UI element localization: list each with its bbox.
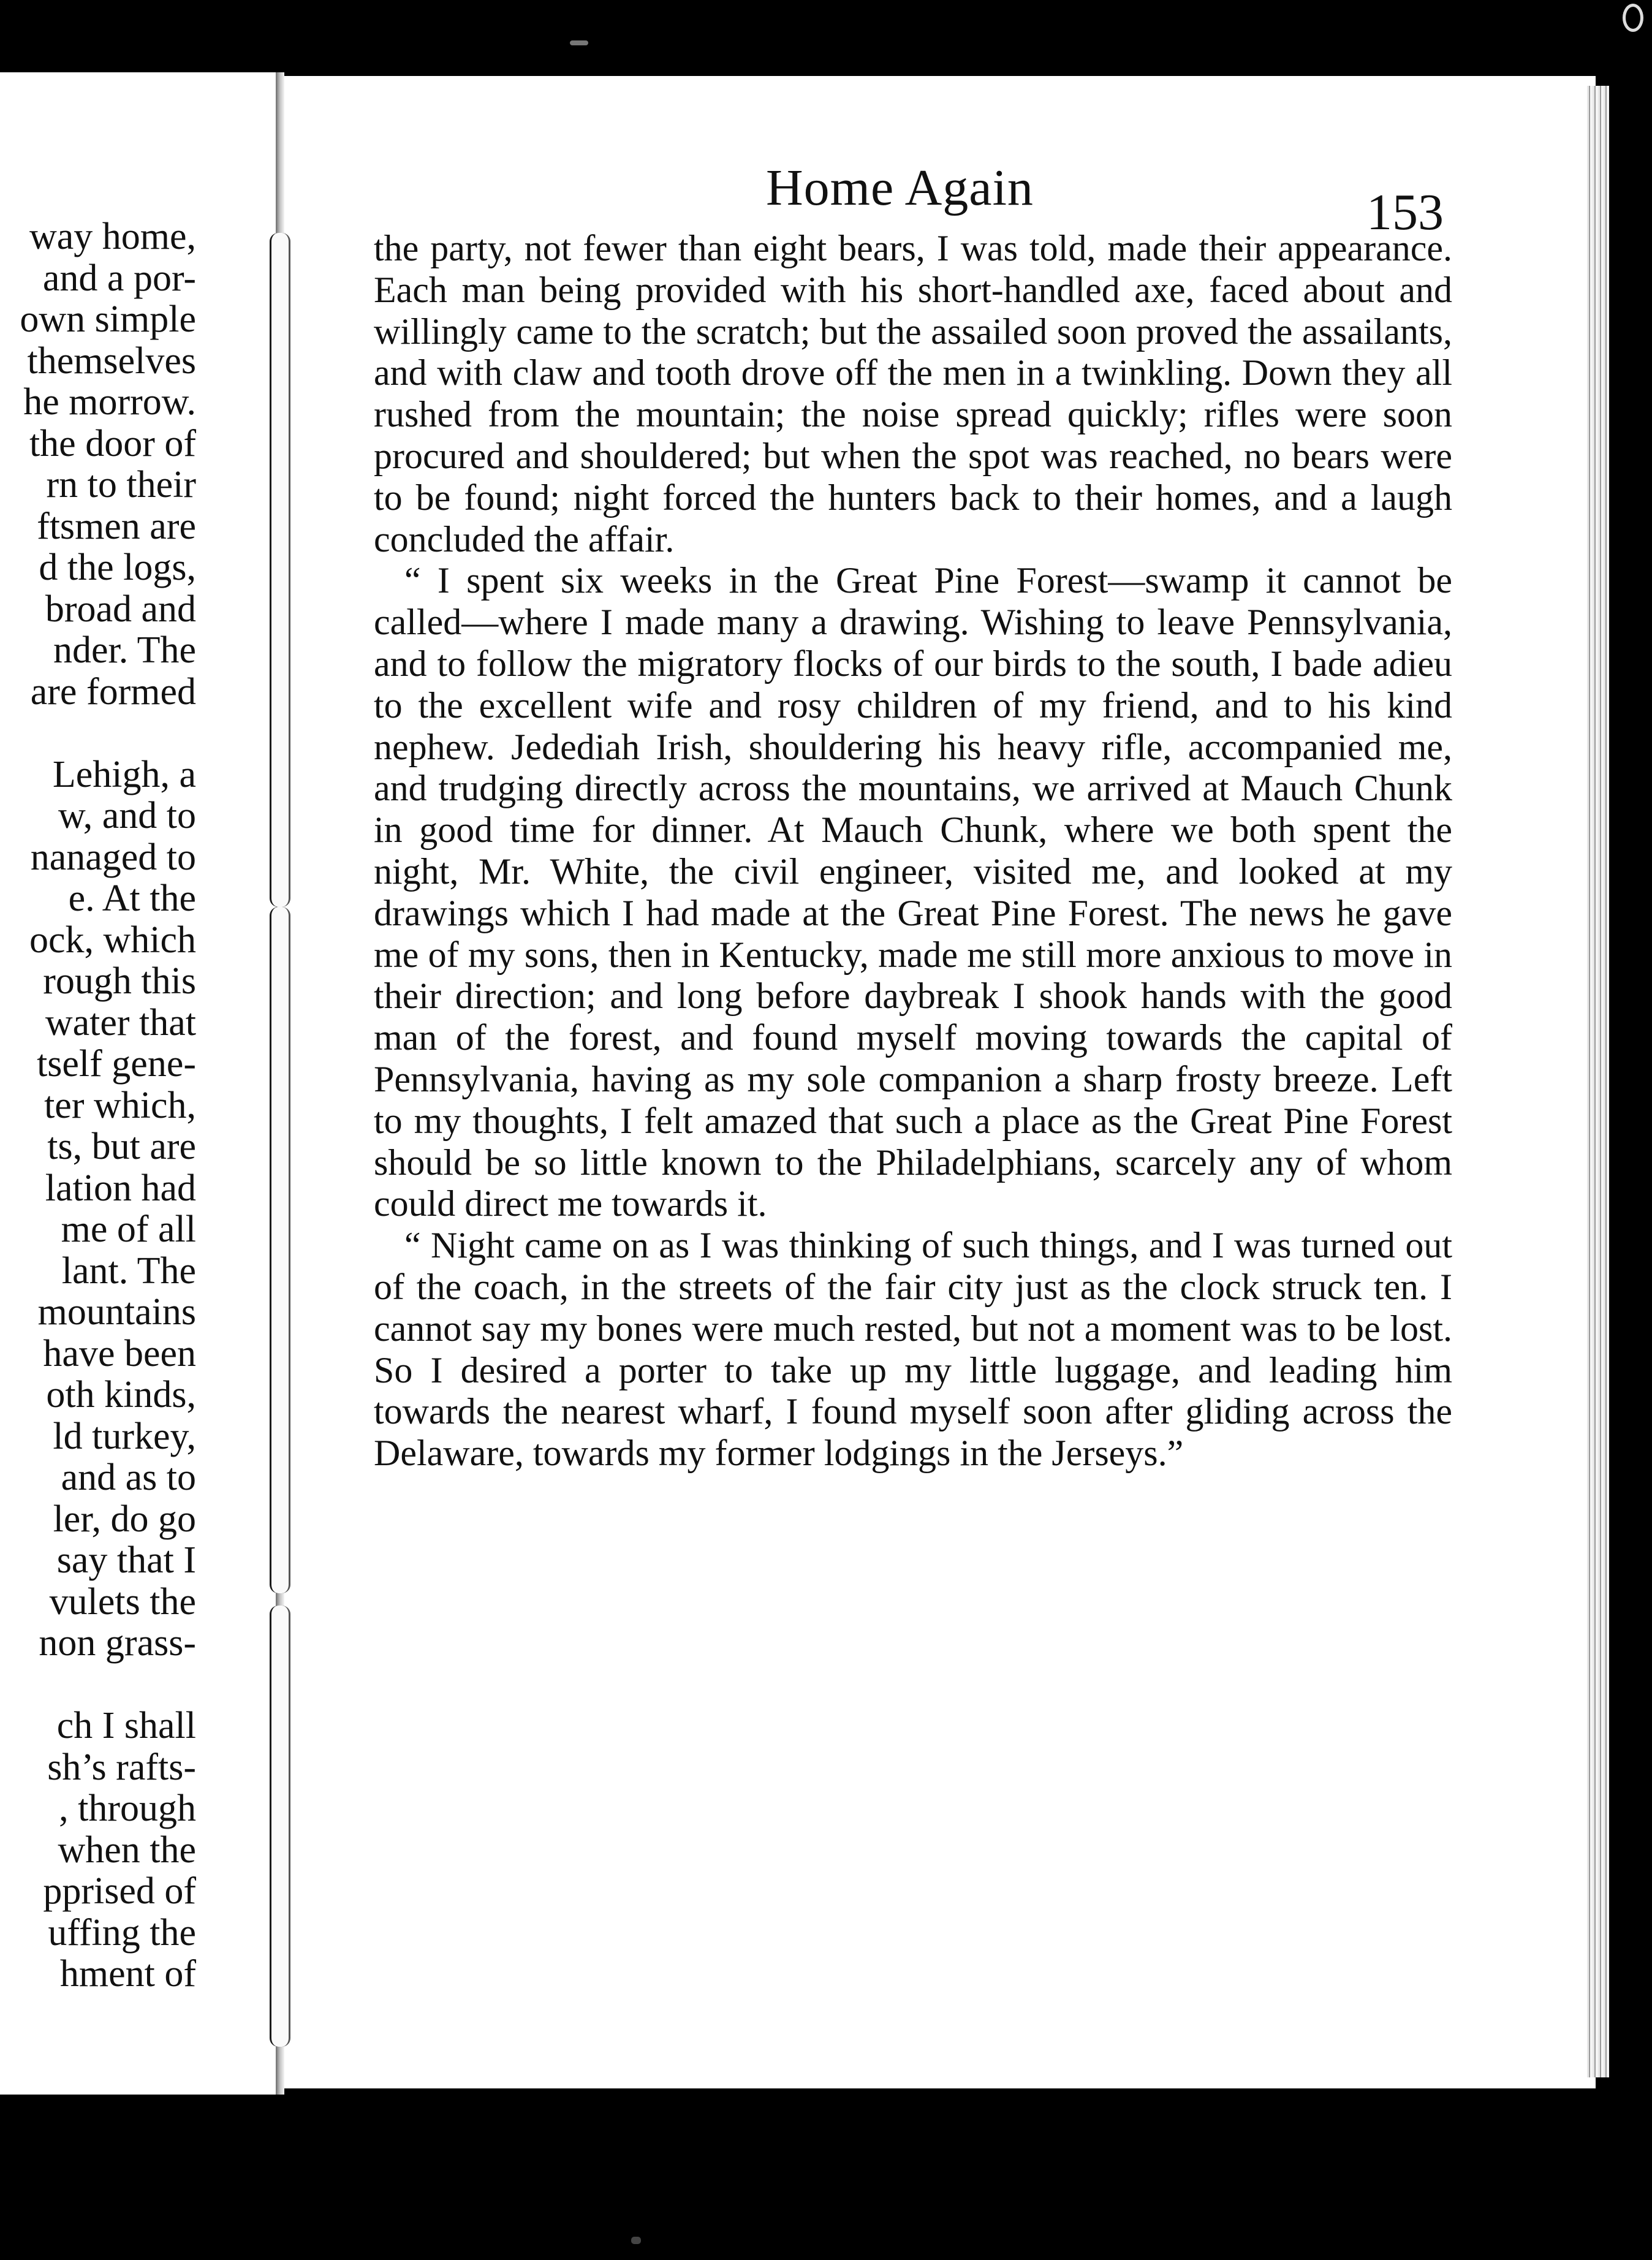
binding-tape <box>270 1606 290 2047</box>
left-page-line: ftsmen are <box>37 505 196 547</box>
left-page-line: nder. The <box>53 629 196 671</box>
left-page <box>0 72 276 2095</box>
left-page-line: way home, <box>29 216 196 257</box>
left-page-line: and as to <box>61 1457 196 1498</box>
left-page-line: uffing the <box>48 1911 196 1954</box>
left-page-line: when the <box>58 1829 196 1871</box>
left-page-line: ler, do go <box>53 1498 196 1540</box>
left-page-line: me of all <box>61 1208 196 1250</box>
left-page-line: , through <box>59 1788 196 1829</box>
left-page-line: nanaged to <box>30 836 196 878</box>
left-page-line: have been <box>43 1332 196 1375</box>
paragraph: the party, not fewer than eight bears, I was told, made their appearance. Each man being provided with his short-handled axe, faced about and willingly came to the scratch; but the assailed soon proved the assailants, and with claw and tooth drove off the men in a twinkling. Down they all rushed from the mountain; the noise spread quickly; rifles were soon procured and shouldered; but when the spot was reached, no bears were to be found; night forced the hunters back to their homes, and a laugh concluded the affair. <box>374 228 1452 559</box>
left-page-line: sh’s rafts- <box>47 1746 196 1788</box>
left-page-line: e. At the <box>68 878 196 919</box>
left-page-line: are formed <box>30 670 196 713</box>
scan-speck <box>631 2237 641 2244</box>
left-page-line: broad and <box>45 588 196 630</box>
left-page-line: w, and to <box>58 795 196 836</box>
page-number: 153 <box>1366 184 1444 241</box>
left-page-blank-line <box>20 713 196 754</box>
left-page-line: ld turkey, <box>53 1415 196 1457</box>
left-page-line: non grass- <box>39 1622 196 1664</box>
left-page-line: ch I shall <box>56 1705 196 1746</box>
left-page-line: say that I <box>56 1539 196 1581</box>
left-page-line: lation had <box>45 1167 196 1209</box>
left-page-line: ts, but are <box>47 1126 196 1167</box>
left-page-line: ter which, <box>44 1084 196 1126</box>
running-head: Home Again <box>766 159 1034 216</box>
left-page-line: the door of <box>29 422 196 465</box>
page-edges <box>1587 86 1609 2077</box>
left-page-line: he morrow. <box>23 381 196 423</box>
left-page-line: and a por- <box>42 257 196 299</box>
paragraph: “ I spent six weeks in the Great Pine Forest—swamp it cannot be called—where I made many a drawing. Wishing to leave Pennsylvania, and to follow the migratory flocks of our birds to the south, I bade adieu to the excellent wife and rosy children of my friend, and to his kind nephew. Jedediah Irish, shouldering his heavy rifle, accompanied me, and trudging directly across the mountains, we arrived at Mauch Chunk in good time for dinner. At Mauch Chunk, where we both spent the night, Mr. White, the civil engineer, visited me, and looked at my drawings which I had made at the Great Pine Forest. The news he gave me of my sons, then in Kentucky, made me still more anxious to move in their direction; and long before daybreak I shook hands with the good man of the forest, and found myself moving towards the capital of Pennsylvania, having as my sole companion a sharp frosty breeze. Left to my thoughts, I felt amazed that such a place as the Great Pine Forest should be so little known to the Philadelphians, scarcely any of whom could direct me towards it. <box>374 560 1452 1224</box>
left-page-line: oth kinds, <box>46 1374 196 1416</box>
left-page-blank-line <box>20 1664 196 1706</box>
left-page-line: tself gene- <box>37 1043 196 1085</box>
left-page-text <box>20 216 196 1995</box>
left-page-line: rn to their <box>46 464 196 506</box>
binding-tape <box>270 233 290 907</box>
corner-ring-mark <box>1623 4 1643 32</box>
binding-tape <box>270 907 290 1593</box>
left-page-line: pprised of <box>43 1870 196 1912</box>
left-page-line: rough this <box>43 960 196 1002</box>
body-text <box>374 228 1452 1474</box>
paragraph: “ Night came on as I was thinking of such things, and I was turned out of the coach, in the streets of the fair city just as the clock struck ten. I cannot say my bones were much rested, but not a moment was to be lost. So I desired a porter to take up my little luggage, and leading him towards the nearest wharf, I found myself soon after gliding across the Delaware, towards my former lodgings in the Jerseys.” <box>374 1225 1452 1474</box>
left-page-line: vulets the <box>49 1580 196 1623</box>
left-page-line: mountains <box>37 1291 196 1333</box>
left-page-line: themselves <box>27 339 196 382</box>
left-page-line: d the logs, <box>39 547 196 588</box>
left-page-line: lant. The <box>61 1249 196 1292</box>
left-page-line: hment of <box>59 1953 196 1995</box>
left-page-line: water that <box>45 1001 196 1044</box>
left-page-line: ock, which <box>29 919 196 961</box>
left-page-line: own simple <box>20 298 196 340</box>
left-page-line: Lehigh, a <box>52 753 196 795</box>
scan-speck <box>570 40 588 45</box>
